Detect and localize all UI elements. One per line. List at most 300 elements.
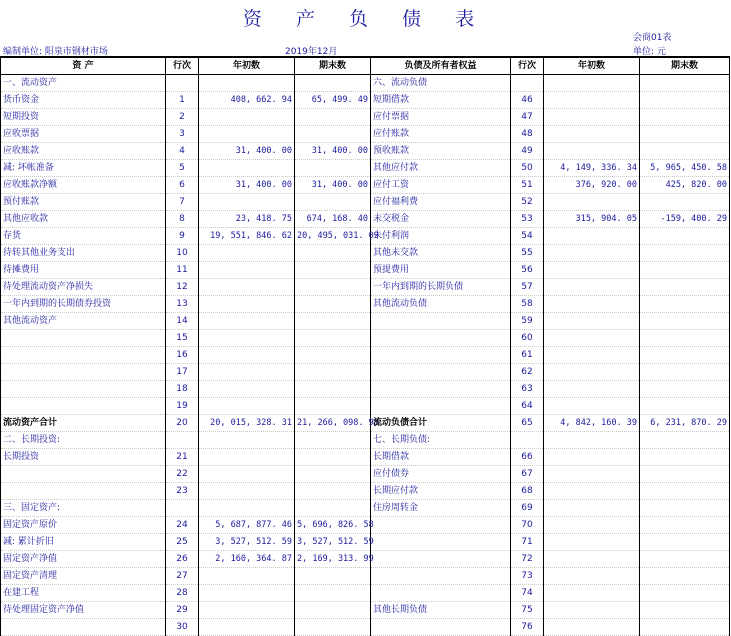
asset-item-cell[interactable] bbox=[1, 364, 166, 381]
liability-begin-cell[interactable] bbox=[544, 602, 640, 619]
table-row bbox=[1, 313, 730, 330]
asset-end-cell[interactable] bbox=[295, 432, 371, 449]
asset-begin-cell[interactable]: 20, 015, 328. 31 bbox=[199, 415, 295, 432]
asset-row-no-cell[interactable] bbox=[166, 75, 199, 92]
header-end[interactable]: 期末数 bbox=[295, 57, 371, 75]
asset-item-cell[interactable]: 在建工程 bbox=[1, 585, 166, 602]
asset-begin-cell[interactable]: 5, 687, 877. 46 bbox=[199, 517, 295, 534]
liability-item-cell[interactable] bbox=[371, 568, 511, 585]
asset-row-no-cell[interactable]: 13 bbox=[166, 296, 199, 313]
table-row bbox=[1, 585, 730, 602]
table-row bbox=[1, 177, 730, 194]
asset-begin-cell[interactable] bbox=[199, 126, 295, 143]
header-end-2[interactable]: 期末数 bbox=[640, 57, 730, 75]
asset-end-cell[interactable]: 21, 266, 098. 98 bbox=[295, 415, 371, 432]
liability-item-cell[interactable]: 未交税金 bbox=[371, 211, 511, 228]
liability-end-cell[interactable]: -159, 400. 29 bbox=[640, 211, 730, 228]
asset-row-no-cell[interactable]: 19 bbox=[166, 398, 199, 415]
asset-row-no-cell[interactable]: 21 bbox=[166, 449, 199, 466]
asset-item-cell[interactable] bbox=[1, 398, 166, 415]
liability-row-no-cell[interactable]: 70 bbox=[511, 517, 544, 534]
liability-begin-cell[interactable] bbox=[544, 534, 640, 551]
liability-begin-cell[interactable] bbox=[544, 483, 640, 500]
asset-begin-cell[interactable] bbox=[199, 262, 295, 279]
asset-row-no-cell[interactable]: 24 bbox=[166, 517, 199, 534]
asset-item-cell[interactable] bbox=[1, 619, 166, 636]
asset-begin-cell[interactable]: 3, 527, 512. 59 bbox=[199, 534, 295, 551]
liability-row-no-cell[interactable]: 76 bbox=[511, 619, 544, 636]
liability-begin-cell[interactable] bbox=[544, 296, 640, 313]
asset-row-no-cell[interactable]: 30 bbox=[166, 619, 199, 636]
asset-row-no-cell[interactable]: 27 bbox=[166, 568, 199, 585]
asset-end-cell[interactable]: 5, 696, 826. 58 bbox=[295, 517, 371, 534]
liability-end-cell[interactable] bbox=[640, 347, 730, 364]
asset-row-no-cell[interactable] bbox=[166, 432, 199, 449]
liability-row-no-cell[interactable]: 53 bbox=[511, 211, 544, 228]
asset-row-no-cell[interactable]: 14 bbox=[166, 313, 199, 330]
liability-end-cell[interactable] bbox=[640, 126, 730, 143]
header-liability[interactable]: 负债及所有者权益 bbox=[371, 57, 511, 75]
asset-begin-cell[interactable] bbox=[199, 483, 295, 500]
liability-begin-cell[interactable]: 315, 904. 05 bbox=[544, 211, 640, 228]
liability-begin-cell[interactable] bbox=[544, 381, 640, 398]
liability-end-cell[interactable] bbox=[640, 602, 730, 619]
liability-item-cell[interactable]: 其他流动负债 bbox=[371, 296, 511, 313]
liability-end-cell[interactable] bbox=[640, 517, 730, 534]
liability-row-no-cell[interactable] bbox=[511, 75, 544, 92]
asset-item-cell[interactable]: 应收账款净额 bbox=[1, 177, 166, 194]
asset-row-no-cell[interactable]: 9 bbox=[166, 228, 199, 245]
asset-item-cell[interactable]: 二、长期投资: bbox=[1, 432, 166, 449]
liability-begin-cell[interactable]: 4, 149, 336. 34 bbox=[544, 160, 640, 177]
liability-end-cell[interactable] bbox=[640, 228, 730, 245]
asset-begin-cell[interactable] bbox=[199, 381, 295, 398]
asset-end-cell[interactable] bbox=[295, 109, 371, 126]
liability-item-cell[interactable] bbox=[371, 398, 511, 415]
liability-begin-cell[interactable] bbox=[544, 75, 640, 92]
liability-row-no-cell[interactable]: 67 bbox=[511, 466, 544, 483]
asset-item-cell[interactable]: 固定资产原价 bbox=[1, 517, 166, 534]
liability-row-no-cell[interactable]: 52 bbox=[511, 194, 544, 211]
liability-row-no-cell[interactable]: 64 bbox=[511, 398, 544, 415]
liability-row-no-cell[interactable]: 50 bbox=[511, 160, 544, 177]
asset-item-cell[interactable]: 三、固定资产: bbox=[1, 500, 166, 517]
liability-item-cell[interactable] bbox=[371, 551, 511, 568]
liability-item-cell[interactable] bbox=[371, 313, 511, 330]
liability-begin-cell[interactable] bbox=[544, 126, 640, 143]
asset-end-cell[interactable] bbox=[295, 296, 371, 313]
table-row bbox=[1, 364, 730, 381]
asset-row-no-cell[interactable]: 29 bbox=[166, 602, 199, 619]
liability-begin-cell[interactable] bbox=[544, 619, 640, 636]
table-row bbox=[1, 347, 730, 364]
liability-end-cell[interactable] bbox=[640, 534, 730, 551]
asset-begin-cell[interactable]: 408, 662. 94 bbox=[199, 92, 295, 109]
asset-item-cell[interactable]: 预付账款 bbox=[1, 194, 166, 211]
asset-row-no-cell[interactable]: 26 bbox=[166, 551, 199, 568]
liability-row-no-cell[interactable]: 63 bbox=[511, 381, 544, 398]
liability-row-no-cell[interactable]: 57 bbox=[511, 279, 544, 296]
liability-end-cell[interactable] bbox=[640, 364, 730, 381]
asset-item-cell[interactable]: 待处理流动资产净损失 bbox=[1, 279, 166, 296]
table-row bbox=[1, 126, 730, 143]
asset-begin-cell[interactable] bbox=[199, 75, 295, 92]
liability-end-cell[interactable] bbox=[640, 500, 730, 517]
asset-row-no-cell[interactable]: 6 bbox=[166, 177, 199, 194]
liability-end-cell[interactable] bbox=[640, 330, 730, 347]
asset-end-cell[interactable] bbox=[295, 330, 371, 347]
asset-item-cell[interactable] bbox=[1, 347, 166, 364]
asset-end-cell[interactable]: 31, 400. 00 bbox=[295, 177, 371, 194]
asset-begin-cell[interactable] bbox=[199, 500, 295, 517]
liability-row-no-cell[interactable]: 56 bbox=[511, 262, 544, 279]
table-row bbox=[1, 602, 730, 619]
table-row bbox=[1, 228, 730, 245]
asset-item-cell[interactable]: 一年内到期的长期债券投资 bbox=[1, 296, 166, 313]
asset-item-cell[interactable]: 待摊费用 bbox=[1, 262, 166, 279]
asset-begin-cell[interactable]: 31, 400. 00 bbox=[199, 143, 295, 160]
table-row bbox=[1, 143, 730, 160]
liability-item-cell[interactable]: 应付福利费 bbox=[371, 194, 511, 211]
asset-end-cell[interactable] bbox=[295, 449, 371, 466]
table-row bbox=[1, 160, 730, 177]
asset-item-cell[interactable]: 流动资产合计 bbox=[1, 415, 166, 432]
liability-row-no-cell[interactable]: 62 bbox=[511, 364, 544, 381]
liability-row-no-cell[interactable]: 47 bbox=[511, 109, 544, 126]
liability-begin-cell[interactable] bbox=[544, 585, 640, 602]
liability-begin-cell[interactable] bbox=[544, 500, 640, 517]
liability-item-cell[interactable]: 预提费用 bbox=[371, 262, 511, 279]
liability-begin-cell[interactable]: 4, 842, 160. 39 bbox=[544, 415, 640, 432]
asset-begin-cell[interactable] bbox=[199, 160, 295, 177]
liability-row-no-cell[interactable]: 60 bbox=[511, 330, 544, 347]
table-row bbox=[1, 517, 730, 534]
asset-end-cell[interactable]: 674, 168. 40 bbox=[295, 211, 371, 228]
liability-begin-cell[interactable] bbox=[544, 228, 640, 245]
liability-item-cell[interactable]: 长期借款 bbox=[371, 449, 511, 466]
liability-item-cell[interactable]: 应付工资 bbox=[371, 177, 511, 194]
table-row bbox=[1, 279, 730, 296]
asset-row-no-cell[interactable]: 2 bbox=[166, 109, 199, 126]
liability-item-cell[interactable]: 长期应付款 bbox=[371, 483, 511, 500]
asset-item-cell[interactable]: 固定资产净值 bbox=[1, 551, 166, 568]
header-asset[interactable]: 资 产 bbox=[1, 57, 166, 75]
asset-begin-cell[interactable] bbox=[199, 432, 295, 449]
asset-item-cell[interactable]: 固定资产清理 bbox=[1, 568, 166, 585]
asset-end-cell[interactable] bbox=[295, 568, 371, 585]
liability-item-cell[interactable] bbox=[371, 534, 511, 551]
asset-item-cell[interactable]: 应收账款 bbox=[1, 143, 166, 160]
asset-begin-cell[interactable] bbox=[199, 296, 295, 313]
liability-end-cell[interactable] bbox=[640, 449, 730, 466]
asset-begin-cell[interactable]: 19, 551, 846. 62 bbox=[199, 228, 295, 245]
asset-end-cell[interactable] bbox=[295, 466, 371, 483]
liability-item-cell[interactable] bbox=[371, 347, 511, 364]
asset-begin-cell[interactable] bbox=[199, 364, 295, 381]
asset-row-no-cell[interactable]: 28 bbox=[166, 585, 199, 602]
liability-end-cell[interactable] bbox=[640, 551, 730, 568]
liability-row-no-cell[interactable]: 49 bbox=[511, 143, 544, 160]
asset-row-no-cell[interactable]: 12 bbox=[166, 279, 199, 296]
liability-end-cell[interactable] bbox=[640, 585, 730, 602]
balance-sheet-table bbox=[0, 56, 730, 636]
asset-end-cell[interactable] bbox=[295, 160, 371, 177]
liability-item-cell[interactable]: 其他应付款 bbox=[371, 160, 511, 177]
liability-begin-cell[interactable] bbox=[544, 279, 640, 296]
asset-item-cell[interactable]: 一、流动资产 bbox=[1, 75, 166, 92]
liability-end-cell[interactable] bbox=[640, 279, 730, 296]
asset-begin-cell[interactable] bbox=[199, 313, 295, 330]
asset-end-cell[interactable] bbox=[295, 126, 371, 143]
asset-begin-cell[interactable] bbox=[199, 194, 295, 211]
header-row-no[interactable]: 行次 bbox=[166, 57, 199, 75]
asset-item-cell[interactable]: 待转其他业务支出 bbox=[1, 245, 166, 262]
liability-row-no-cell[interactable]: 54 bbox=[511, 228, 544, 245]
asset-begin-cell[interactable] bbox=[199, 602, 295, 619]
liability-begin-cell[interactable] bbox=[544, 398, 640, 415]
liability-row-no-cell[interactable]: 61 bbox=[511, 347, 544, 364]
asset-item-cell[interactable]: 长期投资 bbox=[1, 449, 166, 466]
liability-end-cell[interactable] bbox=[640, 568, 730, 585]
liability-begin-cell[interactable] bbox=[544, 517, 640, 534]
header-row bbox=[1, 57, 730, 75]
asset-row-no-cell[interactable]: 10 bbox=[166, 245, 199, 262]
liability-row-no-cell[interactable]: 68 bbox=[511, 483, 544, 500]
asset-end-cell[interactable]: 65, 499. 49 bbox=[295, 92, 371, 109]
liability-end-cell[interactable] bbox=[640, 381, 730, 398]
asset-row-no-cell[interactable]: 1 bbox=[166, 92, 199, 109]
liability-item-cell[interactable]: 未付利润 bbox=[371, 228, 511, 245]
liability-item-cell[interactable]: 应付账款 bbox=[371, 126, 511, 143]
asset-end-cell[interactable] bbox=[295, 279, 371, 296]
asset-begin-cell[interactable] bbox=[199, 568, 295, 585]
asset-end-cell[interactable] bbox=[295, 194, 371, 211]
table-row bbox=[1, 466, 730, 483]
liability-item-cell[interactable]: 其他长期负债 bbox=[371, 602, 511, 619]
table-row bbox=[1, 534, 730, 551]
asset-item-cell[interactable]: 货币资金 bbox=[1, 92, 166, 109]
asset-item-cell[interactable]: 应收票据 bbox=[1, 126, 166, 143]
asset-row-no-cell[interactable]: 20 bbox=[166, 415, 199, 432]
liability-begin-cell[interactable] bbox=[544, 262, 640, 279]
liability-end-cell[interactable] bbox=[640, 143, 730, 160]
asset-begin-cell[interactable] bbox=[199, 347, 295, 364]
asset-item-cell[interactable] bbox=[1, 330, 166, 347]
asset-row-no-cell[interactable]: 11 bbox=[166, 262, 199, 279]
liability-end-cell[interactable] bbox=[640, 313, 730, 330]
liability-item-cell[interactable] bbox=[371, 330, 511, 347]
liability-item-cell[interactable]: 一年内到期的长期负债 bbox=[371, 279, 511, 296]
liability-end-cell[interactable] bbox=[640, 398, 730, 415]
asset-item-cell[interactable]: 其他流动资产 bbox=[1, 313, 166, 330]
liability-row-no-cell[interactable]: 73 bbox=[511, 568, 544, 585]
table-row bbox=[1, 449, 730, 466]
liability-begin-cell[interactable] bbox=[544, 449, 640, 466]
header-begin[interactable]: 年初数 bbox=[199, 57, 295, 75]
asset-item-cell[interactable] bbox=[1, 466, 166, 483]
asset-end-cell[interactable]: 2, 169, 313. 99 bbox=[295, 551, 371, 568]
liability-row-no-cell[interactable]: 69 bbox=[511, 500, 544, 517]
asset-end-cell[interactable] bbox=[295, 381, 371, 398]
liability-row-no-cell[interactable]: 59 bbox=[511, 313, 544, 330]
form-number: 会商01表 bbox=[633, 33, 672, 43]
asset-begin-cell[interactable] bbox=[199, 330, 295, 347]
liability-end-cell[interactable] bbox=[640, 75, 730, 92]
liability-row-no-cell[interactable]: 75 bbox=[511, 602, 544, 619]
liability-begin-cell[interactable] bbox=[544, 466, 640, 483]
header-begin-2[interactable]: 年初数 bbox=[544, 57, 640, 75]
liability-end-cell[interactable]: 6, 231, 870. 29 bbox=[640, 415, 730, 432]
table-row bbox=[1, 92, 730, 109]
asset-end-cell[interactable] bbox=[295, 313, 371, 330]
liability-end-cell[interactable] bbox=[640, 432, 730, 449]
asset-begin-cell[interactable]: 23, 418. 75 bbox=[199, 211, 295, 228]
currency-unit: 单位: 元 bbox=[633, 47, 666, 57]
asset-row-no-cell[interactable]: 18 bbox=[166, 381, 199, 398]
liability-begin-cell[interactable] bbox=[544, 245, 640, 262]
asset-end-cell[interactable] bbox=[295, 364, 371, 381]
asset-item-cell[interactable]: 存货 bbox=[1, 228, 166, 245]
asset-end-cell[interactable] bbox=[295, 398, 371, 415]
liability-row-no-cell[interactable]: 58 bbox=[511, 296, 544, 313]
asset-begin-cell[interactable]: 2, 160, 364. 87 bbox=[199, 551, 295, 568]
liability-row-no-cell[interactable]: 74 bbox=[511, 585, 544, 602]
liability-row-no-cell[interactable]: 48 bbox=[511, 126, 544, 143]
asset-item-cell[interactable]: 减: 坏帐准备 bbox=[1, 160, 166, 177]
asset-end-cell[interactable] bbox=[295, 585, 371, 602]
liability-item-cell[interactable]: 六、流动负债 bbox=[371, 75, 511, 92]
asset-end-cell[interactable]: 31, 400. 00 bbox=[295, 143, 371, 160]
asset-end-cell[interactable] bbox=[295, 347, 371, 364]
liability-begin-cell[interactable] bbox=[544, 313, 640, 330]
asset-item-cell[interactable]: 减: 累计折旧 bbox=[1, 534, 166, 551]
liability-end-cell[interactable]: 5, 965, 450. 58 bbox=[640, 160, 730, 177]
asset-row-no-cell[interactable]: 3 bbox=[166, 126, 199, 143]
liability-begin-cell[interactable] bbox=[544, 364, 640, 381]
asset-row-no-cell[interactable]: 16 bbox=[166, 347, 199, 364]
asset-row-no-cell[interactable]: 15 bbox=[166, 330, 199, 347]
table-row bbox=[1, 296, 730, 313]
asset-begin-cell[interactable] bbox=[199, 449, 295, 466]
liability-begin-cell[interactable] bbox=[544, 143, 640, 160]
liability-row-no-cell[interactable]: 66 bbox=[511, 449, 544, 466]
liability-begin-cell[interactable]: 376, 920. 00 bbox=[544, 177, 640, 194]
asset-row-no-cell[interactable]: 8 bbox=[166, 211, 199, 228]
liability-end-cell[interactable]: 425, 820. 00 bbox=[640, 177, 730, 194]
asset-row-no-cell[interactable]: 5 bbox=[166, 160, 199, 177]
liability-begin-cell[interactable] bbox=[544, 551, 640, 568]
liability-end-cell[interactable] bbox=[640, 92, 730, 109]
asset-begin-cell[interactable] bbox=[199, 279, 295, 296]
liability-row-no-cell[interactable]: 51 bbox=[511, 177, 544, 194]
asset-begin-cell[interactable] bbox=[199, 585, 295, 602]
liability-end-cell[interactable] bbox=[640, 262, 730, 279]
asset-end-cell[interactable] bbox=[295, 619, 371, 636]
liability-item-cell[interactable]: 应付债券 bbox=[371, 466, 511, 483]
liability-item-cell[interactable]: 其他未交款 bbox=[371, 245, 511, 262]
asset-end-cell[interactable] bbox=[295, 262, 371, 279]
liability-item-cell[interactable] bbox=[371, 619, 511, 636]
liability-item-cell[interactable]: 住房周转金 bbox=[371, 500, 511, 517]
liability-item-cell[interactable] bbox=[371, 585, 511, 602]
liability-item-cell[interactable]: 应付票据 bbox=[371, 109, 511, 126]
liability-item-cell[interactable] bbox=[371, 381, 511, 398]
liability-item-cell[interactable]: 预收账款 bbox=[371, 143, 511, 160]
asset-item-cell[interactable] bbox=[1, 381, 166, 398]
table-row bbox=[1, 500, 730, 517]
asset-row-no-cell[interactable] bbox=[166, 500, 199, 517]
asset-item-cell[interactable]: 其他应收款 bbox=[1, 211, 166, 228]
liability-end-cell[interactable] bbox=[640, 483, 730, 500]
asset-end-cell[interactable] bbox=[295, 483, 371, 500]
asset-begin-cell[interactable] bbox=[199, 619, 295, 636]
liability-begin-cell[interactable] bbox=[544, 347, 640, 364]
liability-end-cell[interactable] bbox=[640, 245, 730, 262]
liability-begin-cell[interactable] bbox=[544, 194, 640, 211]
asset-begin-cell[interactable] bbox=[199, 109, 295, 126]
liability-begin-cell[interactable] bbox=[544, 109, 640, 126]
liability-item-cell[interactable]: 短期借款 bbox=[371, 92, 511, 109]
liability-begin-cell[interactable] bbox=[544, 568, 640, 585]
asset-row-no-cell[interactable]: 23 bbox=[166, 483, 199, 500]
page-title: 资 产 负 债 表 bbox=[242, 8, 489, 30]
liability-item-cell[interactable]: 七、长期负债: bbox=[371, 432, 511, 449]
liability-row-no-cell[interactable]: 72 bbox=[511, 551, 544, 568]
asset-begin-cell[interactable]: 31, 400. 00 bbox=[199, 177, 295, 194]
liability-end-cell[interactable] bbox=[640, 466, 730, 483]
asset-begin-cell[interactable] bbox=[199, 398, 295, 415]
liability-end-cell[interactable] bbox=[640, 619, 730, 636]
liability-end-cell[interactable] bbox=[640, 194, 730, 211]
asset-end-cell[interactable] bbox=[295, 75, 371, 92]
liability-item-cell[interactable] bbox=[371, 517, 511, 534]
asset-row-no-cell[interactable]: 17 bbox=[166, 364, 199, 381]
asset-item-cell[interactable]: 待处理固定资产净值 bbox=[1, 602, 166, 619]
asset-end-cell[interactable] bbox=[295, 245, 371, 262]
asset-begin-cell[interactable] bbox=[199, 466, 295, 483]
liability-row-no-cell[interactable]: 46 bbox=[511, 92, 544, 109]
table-row bbox=[1, 398, 730, 415]
asset-row-no-cell[interactable]: 7 bbox=[166, 194, 199, 211]
header-row-no-2[interactable]: 行次 bbox=[511, 57, 544, 75]
asset-row-no-cell[interactable]: 25 bbox=[166, 534, 199, 551]
liability-end-cell[interactable] bbox=[640, 109, 730, 126]
table-row bbox=[1, 194, 730, 211]
liability-item-cell[interactable] bbox=[371, 364, 511, 381]
liability-begin-cell[interactable] bbox=[544, 92, 640, 109]
liability-begin-cell[interactable] bbox=[544, 330, 640, 347]
liability-begin-cell[interactable] bbox=[544, 432, 640, 449]
asset-end-cell[interactable]: 20, 495, 031. 09 bbox=[295, 228, 371, 245]
liability-row-no-cell[interactable]: 71 bbox=[511, 534, 544, 551]
liability-end-cell[interactable] bbox=[640, 296, 730, 313]
liability-row-no-cell[interactable] bbox=[511, 432, 544, 449]
asset-item-cell[interactable]: 短期投资 bbox=[1, 109, 166, 126]
asset-begin-cell[interactable] bbox=[199, 245, 295, 262]
asset-end-cell[interactable]: 3, 527, 512. 59 bbox=[295, 534, 371, 551]
asset-end-cell[interactable] bbox=[295, 500, 371, 517]
table-row bbox=[1, 330, 730, 347]
asset-item-cell[interactable] bbox=[1, 483, 166, 500]
asset-row-no-cell[interactable]: 4 bbox=[166, 143, 199, 160]
liability-item-cell[interactable]: 流动负债合计 bbox=[371, 415, 511, 432]
table-row bbox=[1, 109, 730, 126]
liability-row-no-cell[interactable]: 55 bbox=[511, 245, 544, 262]
liability-row-no-cell[interactable]: 65 bbox=[511, 415, 544, 432]
asset-row-no-cell[interactable]: 22 bbox=[166, 466, 199, 483]
asset-end-cell[interactable] bbox=[295, 602, 371, 619]
reporting-unit: 编制单位: 阳泉市钢材市场 bbox=[3, 47, 108, 57]
